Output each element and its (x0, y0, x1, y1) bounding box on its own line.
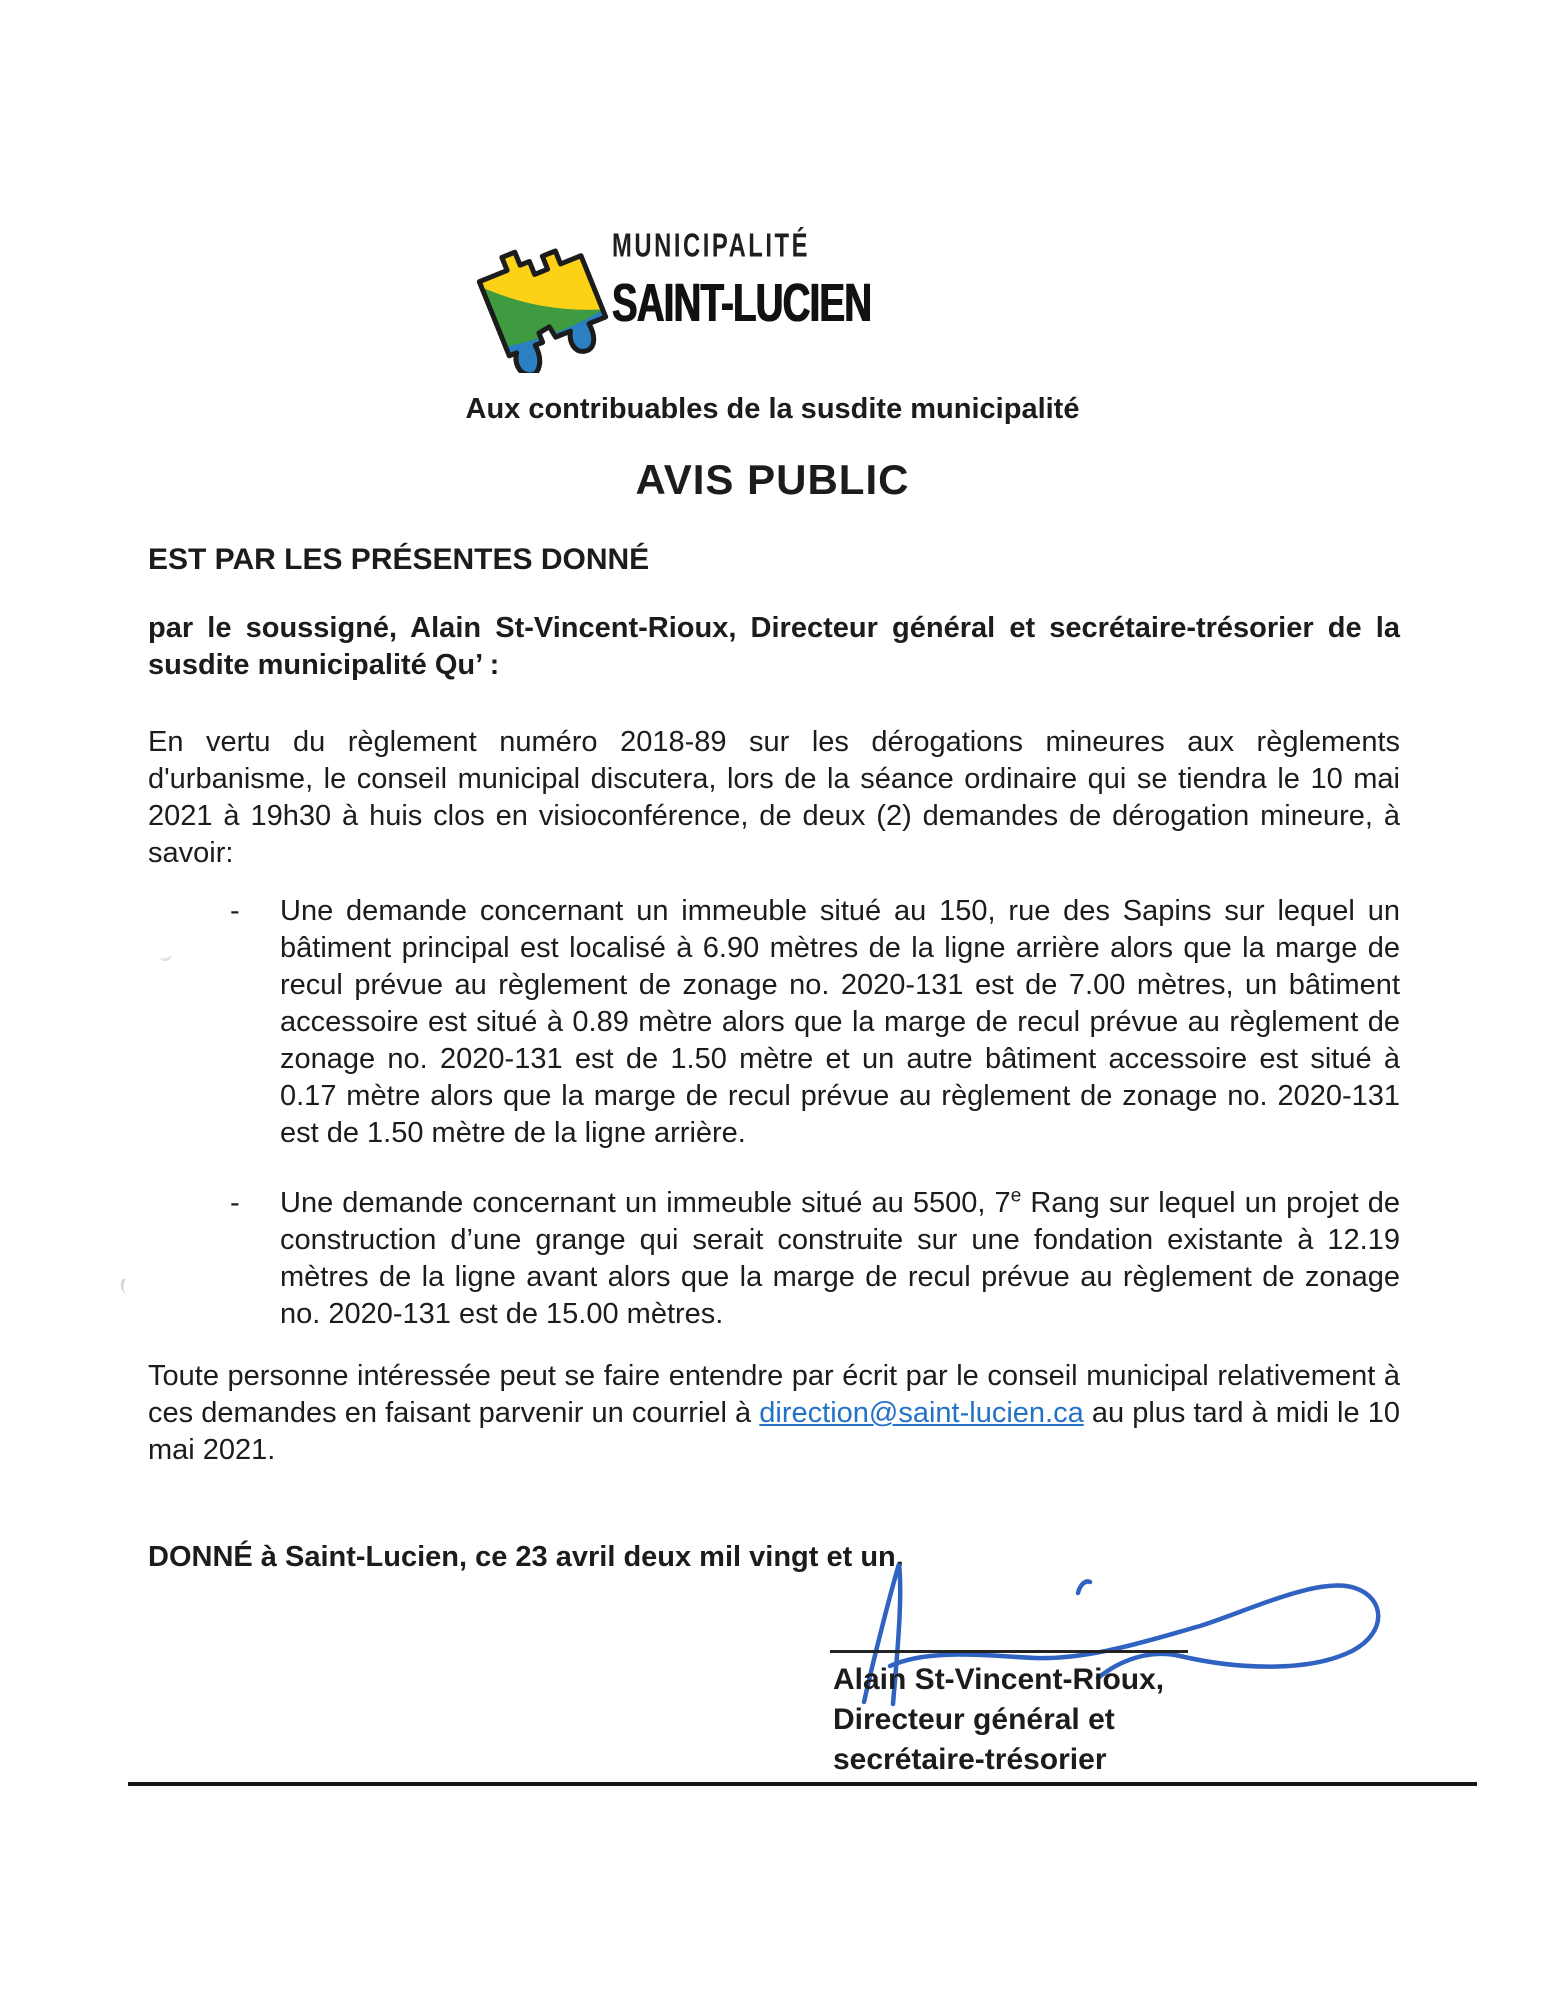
ordinal-superscript: e (1010, 1185, 1022, 1207)
email-link[interactable]: direction@saint-lucien.ca (759, 1397, 1084, 1429)
municipality-logo (470, 213, 940, 363)
request-item-2-text-before: Une demande concernant un immeuble situé au 5500, 7 (280, 1187, 1011, 1219)
page-title: AVIS PUBLIC (635, 456, 910, 503)
intro-paragraph: En vertu du règlement numéro 2018-89 sur les dérogations mineures aux règlements d'urbanisme, le conseil municipal discutera, lors de la séance ordinaire qui se tiendra le 10 mai 2021 à 19h30 à huis clos en visioconférence, de deux (2) demandes de dérogation mineure, à savoir: (148, 726, 1400, 869)
logo-municipalite-label: MUNICIPALITÉ (612, 227, 811, 264)
signature-block (833, 1660, 1164, 1780)
request-item-2-text-after: Rang sur lequel un projet de construction d’une grange qui serait construite sur une fondation existante à 12.19 mètres de la ligne avant alors que la marge de recul prévue au règlement de zonage no. 2020-131 est de 15.00 mètres. (280, 1187, 1400, 1330)
signatory-title-line2: secrétaire-trésorier (833, 1743, 1107, 1776)
hearing-paragraph (148, 1358, 1400, 1469)
given-heading: EST PAR LES PRÉSENTES DONNÉ (148, 543, 650, 576)
municipality-wordmark (612, 227, 936, 334)
signatory-intro-paragraph: par le soussigné, Alain St-Vincent-Rioux, Directeur général et secrétaire-trésorier de la susdite municipalité Qu’ : (148, 612, 1400, 681)
municipality-castle-icon (470, 213, 620, 373)
request-item-1 (230, 893, 1400, 1152)
signatory-title-line1: Directeur général et (833, 1703, 1115, 1736)
request-item-2-text (280, 1185, 1400, 1333)
dateline: DONNÉ à Saint-Lucien, ce 23 avril deux mil vingt et un. (148, 1541, 904, 1573)
signature-line (830, 1650, 1188, 1653)
request-item-1-text: Une demande concernant un immeuble situé au 150, rue des Sapins sur lequel un bâtiment principal est localisé à 6.90 mètres de la ligne arrière alors que la marge de recul prévue au règlement de zonage no. 2020-131 est de 7.00 mètres, un bâtiment accessoire est situé à 0.89 mètre alors que la marge de recul prévue au règlement de zonage no. 2020-131 est de 1.50 mètre et un autre bâtiment accessoire est situé à 0.17 mètre alors que la marge de recul prévue au règlement de zonage no. 2020-131 est de 1.50 mètre de la ligne arrière. (280, 895, 1400, 1149)
hearing-text-before-link: Toute personne intéressée peut se faire entendre par écrit par le conseil municipal relativement à ces demandes en faisant parvenir un courriel à (148, 1360, 1400, 1429)
scan-artifact (159, 951, 173, 963)
bullet-dash: - (230, 1187, 240, 1219)
logo-saint-lucien-label: SAINT-LUCIEN (612, 274, 872, 334)
scan-artifact (118, 1278, 135, 1295)
salutation-line: Aux contribuables de la susdite municipalité (465, 393, 1080, 425)
bottom-rule (128, 1782, 1477, 1786)
hearing-text-after-link: au plus tard à midi le 10 mai 2021. (148, 1397, 1400, 1466)
request-item-2 (230, 1185, 1400, 1333)
signatory-name: Alain St-Vincent-Rioux, (833, 1663, 1165, 1696)
bullet-dash: - (230, 895, 240, 927)
